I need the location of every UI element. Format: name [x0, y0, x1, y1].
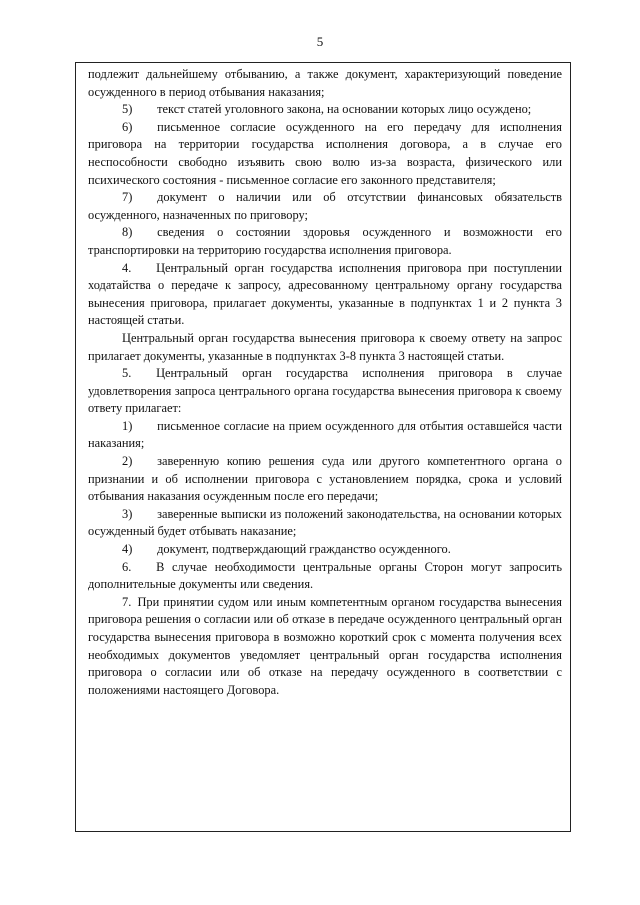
paragraph-point-5-item-1: 1) письменное согласие на прием осужденного для отбытия оставшейся части наказания;	[88, 418, 562, 451]
paragraph-point-6: 6. В случае необходимости центральные органы Сторон могут запросить дополнительные документы или сведения.	[88, 559, 562, 592]
paragraph-continuation: подлежит дальнейшему отбыванию, а также документ, характеризующий поведение осужденного в период отбывания наказания;	[88, 67, 562, 99]
paragraph-point-7: 7. При принятии судом или иным компетентным органом государства вынесения приговора решения о согласии или об отказе в передаче осужденного центральный орган государства вынесения приговора в возможно короткий срок с момента получения всех необходимых документов уведомляет центральный орган государства исполнения приговора о согласии или об отказе на передачу осужденного в соответствии с положениями настоящего Договора.	[88, 594, 562, 697]
paragraph-item-5: 5) текст статей уголовного закона, на основании которых лицо осуждено;	[122, 102, 532, 117]
page-number: 5	[316, 34, 324, 49]
document-body	[88, 66, 562, 699]
paragraph-item-6: 6) письменное согласие осужденного на его передачу для исполнения приговора на территории государства исполнения договора, а в случае его неспособности свободно изъявить свою волю из-за возраста, физического или психического состояния - письменное согласие его законного представителя;	[88, 119, 562, 187]
paragraph-point-4-continued: Центральный орган государства вынесения приговора к своему ответу на запрос прилагает документы, указанные в подпунктах 3-8 пункта 3 настоящей статьи.	[88, 330, 562, 363]
paragraph-point-5-item-3: 3) заверенные выписки из положений законодательства, на основании которых осужденный будет отбывать наказание;	[88, 506, 562, 539]
paragraph-item-7: 7) документ о наличии или об отсутствии финансовых обязательств осужденного, назначенных по приговору;	[88, 190, 562, 222]
paragraph-item-8: 8) сведения о состоянии здоровья осужденного и возможности его транспортировки на территорию государства исполнения приговора.	[88, 225, 562, 257]
paragraph-point-5: 5. Центральный орган государства исполнения приговора в случае удовлетворения запроса центрального органа государства вынесения приговора к своему ответу прилагает:	[88, 366, 562, 416]
paragraph-point-4: 4. Центральный орган государства исполнения приговора при поступлении ходатайства о передаче к запросу, адресованному центральному органу государства вынесения приговора, прилагает документы, указанные в подпунктах 1 и 2 пункта 3 настоящей статьи.	[88, 260, 562, 328]
paragraph-point-5-item-2: 2) заверенную копию решения суда или другого компетентного органа о признании и об исполнении приговора с установлением порядка, срока и условий отбывания наказания осужденным после его передачи;	[88, 454, 562, 504]
paragraph-point-5-item-4: 4) документ, подтверждающий гражданство осужденного.	[122, 542, 451, 557]
